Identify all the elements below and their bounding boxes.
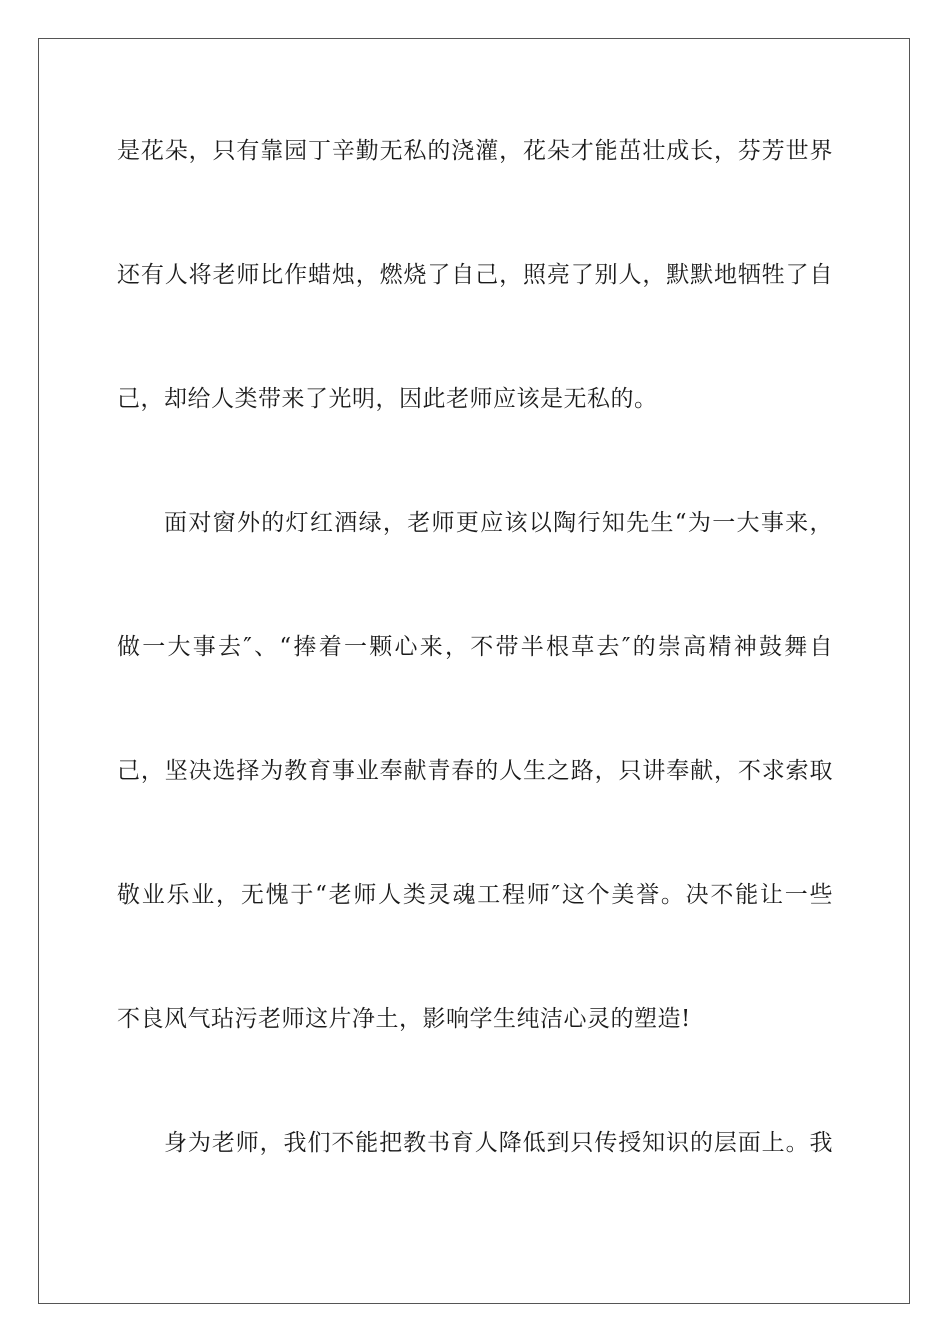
text-line: 敬业乐业，无愧于“老师人类灵魂工程师″这个美誉。决不能让一些: [117, 882, 833, 908]
text-line: 还有人将老师比作蜡烛，燃烧了自己，照亮了别人，默默地牺牲了自: [117, 262, 833, 288]
text-line: 己，坚决选择为教育事业奉献青春的人生之路，只讲奉献，不求索取: [117, 758, 833, 784]
paragraph-start-line: 身为老师，我们不能把教书育人降低到只传授知识的层面上。我: [164, 1130, 833, 1156]
text-line: 是花朵，只有靠园丁辛勤无私的浇灌，花朵才能茁壮成长，芬芳世界: [117, 138, 833, 164]
page-border: [38, 38, 910, 1304]
paragraph-start-line: 面对窗外的灯红酒绿，老师更应该以陶行知先生“为一大事来，: [164, 510, 833, 536]
text-line: 做一大事去″、“捧着一颗心来，不带半根草去″的崇高精神鼓舞自: [117, 634, 833, 660]
text-line: 不良风气玷污老师这片净土，影响学生纯洁心灵的塑造!: [117, 1006, 691, 1032]
text-line: 己，却给人类带来了光明，因此老师应该是无私的。: [117, 386, 658, 412]
